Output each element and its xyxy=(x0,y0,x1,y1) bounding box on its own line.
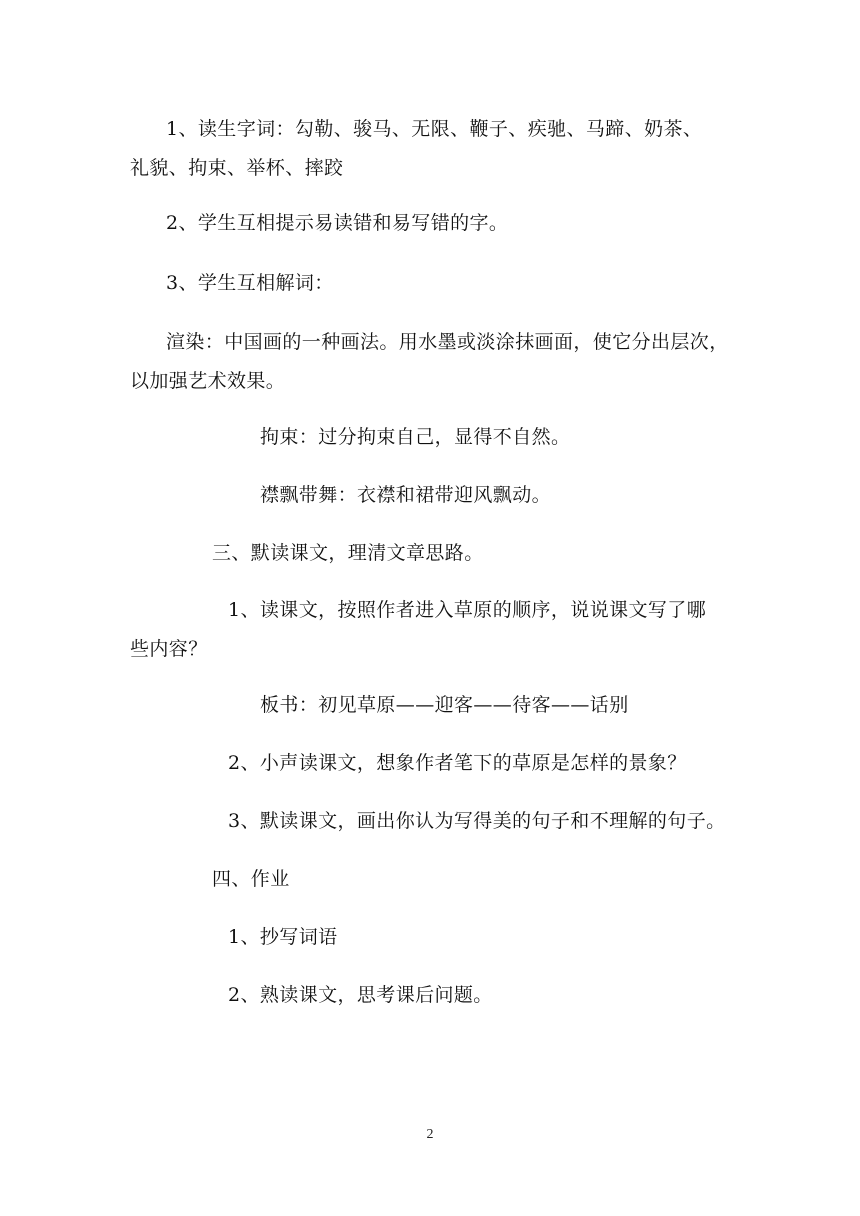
page-number: 2 xyxy=(426,1127,434,1142)
definition-jinpiao-daiwu: 襟飘带舞：衣襟和裙带迎风飘动。 xyxy=(260,484,552,506)
paragraph-vocab-line1: 1、读生字词：勾勒、骏马、无限、鞭子、疾驰、马蹄、奶茶、 xyxy=(166,118,703,140)
section-heading-four: 四、作业 xyxy=(212,868,290,890)
paragraph-hint-errors: 2、学生互相提示易读错和易写错的字。 xyxy=(166,212,509,234)
homework-read-text: 2、熟读课文，思考课后问题。 xyxy=(228,984,493,1006)
paragraph-mark-sentences: 3、默读课文，画出你认为写得美的句子和不理解的句子。 xyxy=(228,810,726,832)
paragraph-read-order-line1: 1、读课文，按照作者进入草原的顺序，说说课文写了哪 xyxy=(228,599,707,621)
homework-copy-words: 1、抄写词语 xyxy=(228,926,338,948)
paragraph-vocab-line2: 礼貌、拘束、举杯、摔跤 xyxy=(130,157,344,179)
definition-xuanran-line1: 渲染：中国画的一种画法。用水墨或淡涂抹画面，使它分出层次， xyxy=(166,331,729,353)
paragraph-read-order-line2: 些内容？ xyxy=(130,638,208,660)
definition-xuanran-line2: 以加强艺术效果。 xyxy=(130,370,286,392)
board-writing: 板书：初见草原——迎客——待客——话别 xyxy=(260,694,629,716)
paragraph-explain-words: 3、学生互相解词： xyxy=(166,272,334,294)
definition-jushu: 拘束：过分拘束自己，显得不自然。 xyxy=(260,426,571,448)
paragraph-imagine-scene: 2、小声读课文，想象作者笔下的草原是怎样的景象？ xyxy=(228,752,687,774)
section-heading-three: 三、默读课文，理清文章思路。 xyxy=(212,542,484,564)
